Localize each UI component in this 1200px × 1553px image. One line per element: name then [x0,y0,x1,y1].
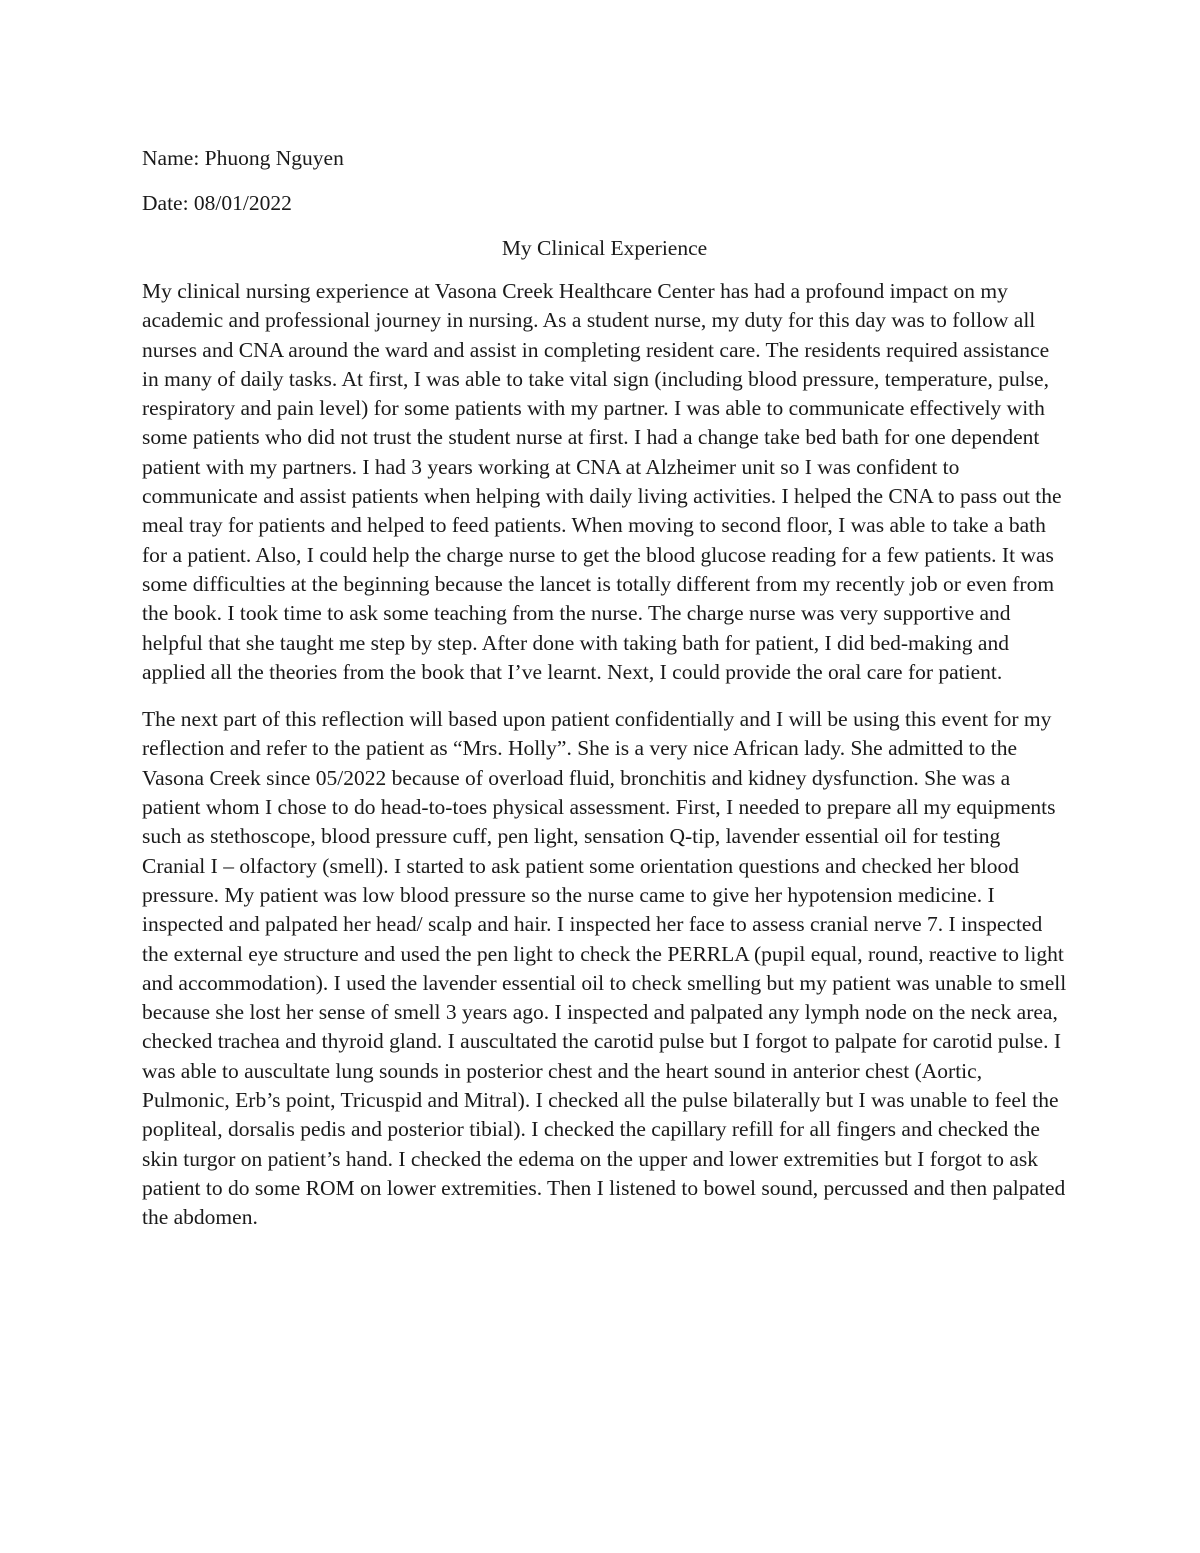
paragraph-patient-assessment: The next part of this reflection will based upon patient confidentially and I will be using this event for my reflection and refer to the patient as “Mrs. Holly”. She is a very nice African lady. She admitted to the Vasona Creek since 05/2022 because of overload fluid, bronchitis and kidney dysfunction. She was a patient whom I chose to do head-to-toes physical assessment. First, I needed to prepare all my equipments such as stethoscope, blood pressure cuff, pen light, sensation Q-tip, lavender essential oil for testing Cranial I – olfactory (smell). I started to ask patient some orientation questions and checked her blood pressure. My patient was low blood pressure so the nurse came to give her hypotension medicine. I inspected and palpated her head/ scalp and hair. I inspected her face to assess cranial nerve 7. I inspected the external eye structure and used the pen light to check the PERRLA (pupil equal, round, reactive to light and accommodation). I used the lavender essential oil to check smelling but my patient was unable to smell because she lost her sense of smell 3 years ago. I inspected and palpated any lymph node on the neck area, checked trachea and thyroid gland. I auscultated the carotid pulse but I forgot to palpate for carotid pulse. I was able to auscultate lung sounds in posterior chest and the heart sound in anterior chest (Aortic, Pulmonic, Erb’s point, Tricuspid and Mitral). I checked all the pulse bilaterally but I was unable to feel the popliteal, dorsalis pedis and posterior tibial). I checked the capillary refill for all fingers and checked the skin turgor on patient’s hand. I checked the edema on the upper and lower extremities but I forgot to ask patient to do some ROM on lower extremities. Then I listened to bowel sound, percussed and then palpated the abdomen. [142,707,1067,1230]
document-body [142,143,1067,1251]
author-name-line: Name: Phuong Nguyen [142,146,344,170]
paragraph-clinical-experience: My clinical nursing experience at Vasona Creek Healthcare Center has had a profound impact on my academic and professional journey in nursing. As a student nurse, my duty for this day was to follow all nurses and CNA around the ward and assist in completing resident care. The residents required assistance in many of daily tasks. At first, I was able to take vital sign (including blood pressure, temperature, pulse, respiratory and pain level) for some patients with my partner. I was able to communicate effectively with some patients who did not trust the student nurse at first. I had a change take bed bath for one dependent patient with my partners. I had 3 years working at CNA at Alzheimer unit so I was confident to communicate and assist patients when helping with daily living activities. I helped the CNA to pass out the meal tray for patients and helped to feed patients. When moving to second floor, I was able to take a bath for a patient. Also, I could help the charge nurse to get the blood glucose reading for a few patients. It was some difficulties at the beginning because the lancet is totally different from my recently job or even from the book. I took time to ask some teaching from the nurse. The charge nurse was very supportive and helpful that she taught me step by step. After done with taking bath for patient, I did bed-making and applied all the theories from the book that I’ve learnt. Next, I could provide the oral care for patient. [142,279,1062,684]
document-title: My Clinical Experience [501,236,708,260]
date-line: Date: 08/01/2022 [142,191,292,215]
